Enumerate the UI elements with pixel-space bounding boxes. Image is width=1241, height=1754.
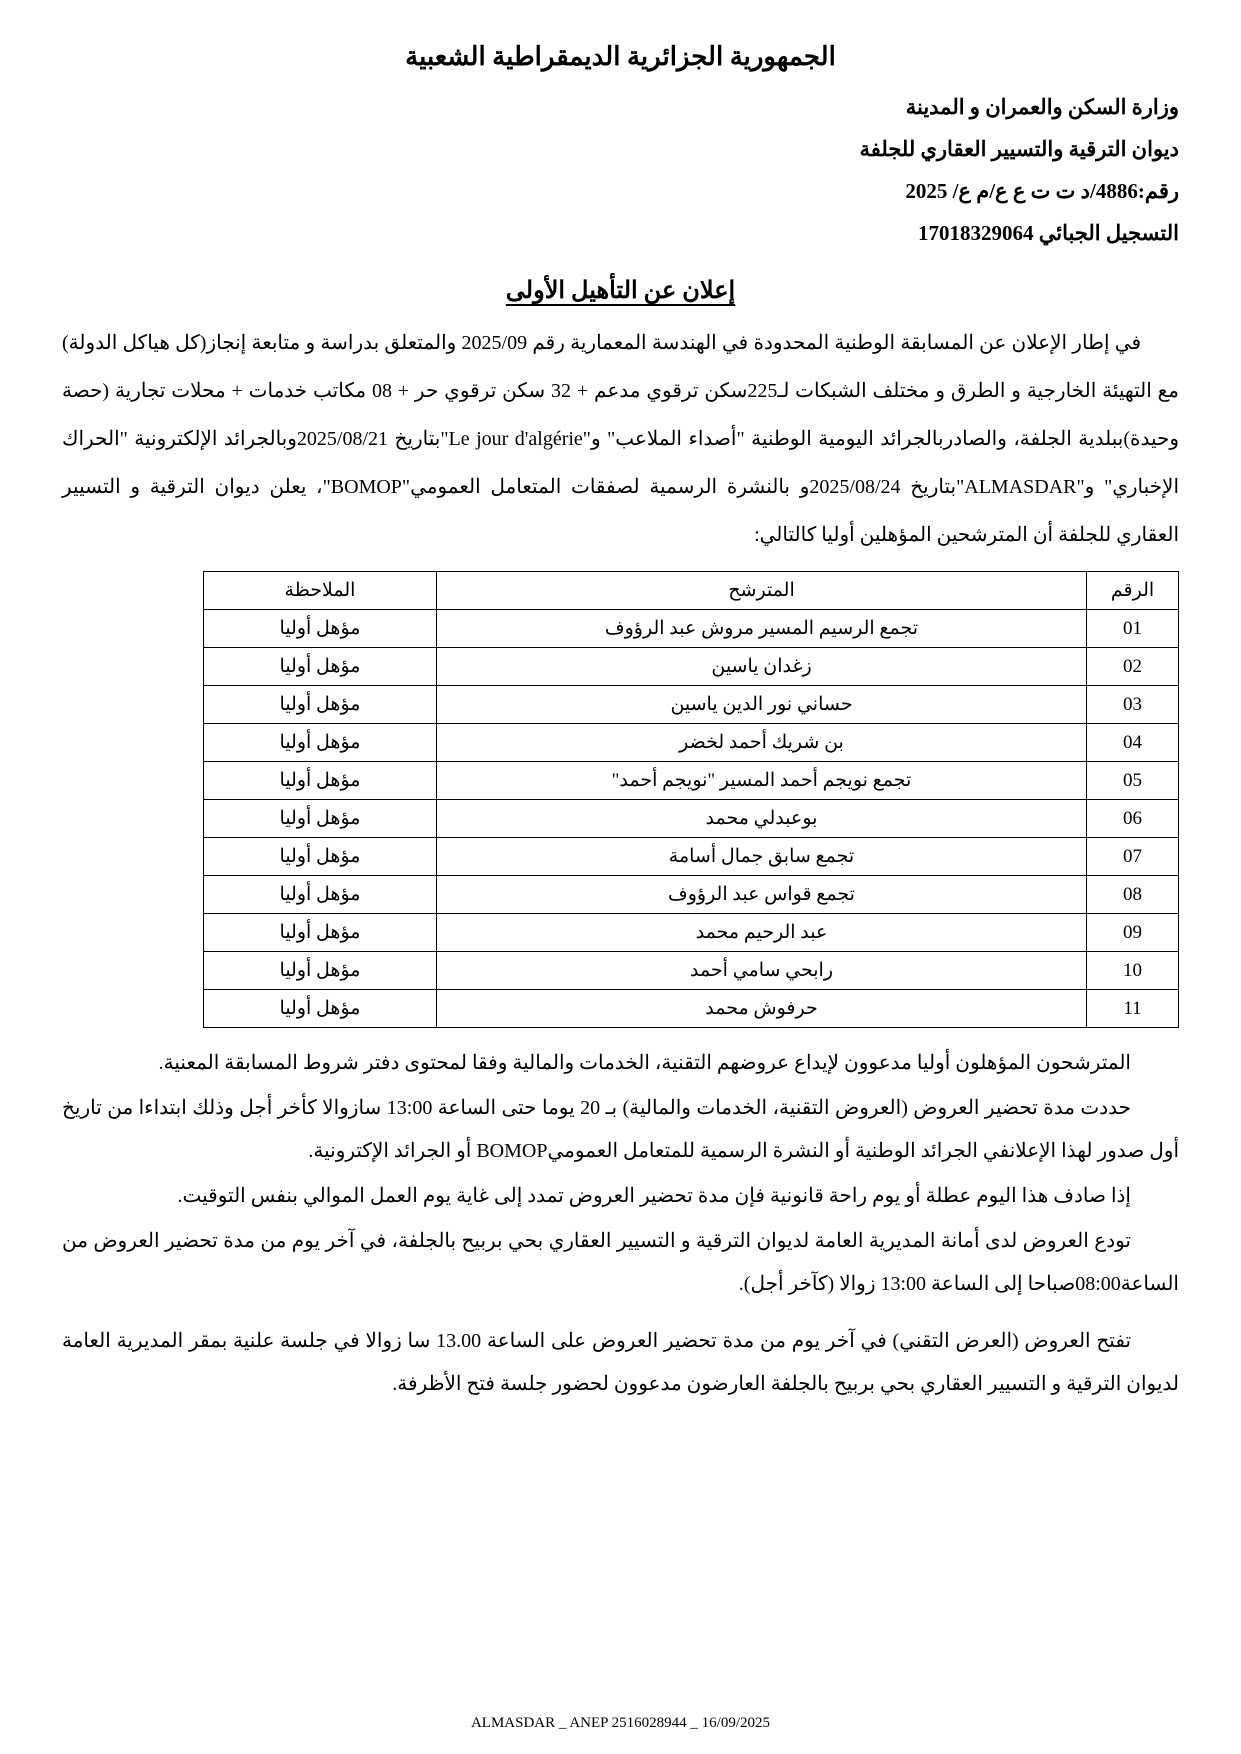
cell-note: مؤهل أوليا xyxy=(204,914,437,952)
cell-note: مؤهل أوليا xyxy=(204,724,437,762)
table-header-row xyxy=(204,572,1179,610)
cell-candidate: بوعبدلي محمد xyxy=(437,800,1087,838)
table-row xyxy=(204,914,1179,952)
republic-title: الجمهورية الجزائرية الديمقراطية الشعبية xyxy=(405,42,836,71)
cell-number: 04 xyxy=(1087,724,1179,762)
qualified-candidates-table xyxy=(203,571,1179,1028)
cell-note: مؤهل أوليا xyxy=(204,686,437,724)
ministry-line: وزارة السكن والعمران و المدينة xyxy=(905,95,1179,119)
conditions-section xyxy=(62,1042,1179,1406)
cell-note: مؤهل أوليا xyxy=(204,838,437,876)
opening-session-paragraph: تفتح العروض (العرض التقني) في آخر يوم من مدة تحضير العروض على الساعة 13.00 سا زوالا في جلسة علنية بمقر المديرية العامة لديوان الترقية و التسيير العقاري بحي بربيح بالجلفة العارضون مدعوون لحضور جلسة فتح الأظرفة. xyxy=(62,1330,1179,1395)
announcement-title: إعلان عن التأهيل الأولى xyxy=(505,278,736,304)
cell-candidate: حساني نور الدين ياسين xyxy=(437,686,1087,724)
cell-note: مؤهل أوليا xyxy=(204,952,437,990)
cell-candidate: رابحي سامي أحمد xyxy=(437,952,1087,990)
table-row xyxy=(204,990,1179,1028)
cell-note: مؤهل أوليا xyxy=(204,800,437,838)
cell-note: مؤهل أوليا xyxy=(204,648,437,686)
cell-candidate: زغدان ياسين xyxy=(437,648,1087,686)
cell-note: مؤهل أوليا xyxy=(204,610,437,648)
holiday-extension-paragraph: إذا صادف هذا اليوم عطلة أو يوم راحة قانونية فإن مدة تحضير العروض تمدد إلى غاية يوم العمل الموالي بنفس التوقيت. xyxy=(177,1185,1131,1207)
cell-number: 08 xyxy=(1087,876,1179,914)
table-row xyxy=(204,610,1179,648)
cell-number: 10 xyxy=(1087,952,1179,990)
cell-candidate: تجمع قواس عبد الرؤوف xyxy=(437,876,1087,914)
column-header-number: الرقم xyxy=(1087,572,1179,610)
footer-publication-line: ALMASDAR _ ANEP 2516028944 _ 16/09/2025 xyxy=(470,1715,771,1731)
cell-number: 11 xyxy=(1087,990,1179,1028)
table-row xyxy=(204,800,1179,838)
cell-candidate: عبد الرحيم محمد xyxy=(437,914,1087,952)
org-header-block xyxy=(62,86,1179,254)
tax-registration-line: التسجيل الجبائي 17018329064 xyxy=(918,221,1179,245)
cell-note: مؤهل أوليا xyxy=(204,876,437,914)
reference-number-line: رقم:4886/د ت ت ع ع/م ع/ 2025 xyxy=(905,179,1179,203)
submission-paragraph: تودع العروض لدى أمانة المديرية العامة لديوان الترقية و التسيير العقاري بحي بربيح بالجلفة، في آخر يوم من مدة تحضير العروض من الساعة08:00صباحا إلى الساعة 13:00 زوالا (كآخر أجل). xyxy=(62,1230,1179,1295)
cell-candidate: بن شريك أحمد لخضر xyxy=(437,724,1087,762)
table-row xyxy=(204,876,1179,914)
cell-candidate: تجمع الرسيم المسير مروش عبد الرؤوف xyxy=(437,610,1087,648)
preparation-period-paragraph: حددت مدة تحضير العروض (العروض التقنية، الخدمات والمالية) بـ 20 يوما حتى الساعة 13:00 سازوالا كأخر أجل وذلك ابتداءا من تاريخ أول صدور لهذا الإعلانفي الجرائد الوطنية أو النشرة الرسمية للمتعامل العموميBOMOP أو الجرائد الإكترونية. xyxy=(62,1097,1179,1162)
office-line: ديوان الترقية والتسيير العقاري للجلفة xyxy=(859,137,1179,161)
column-header-candidate: المترشح xyxy=(437,572,1087,610)
cell-number: 03 xyxy=(1087,686,1179,724)
table-row xyxy=(204,838,1179,876)
table-row xyxy=(204,724,1179,762)
table-row xyxy=(204,686,1179,724)
cell-number: 01 xyxy=(1087,610,1179,648)
cell-note: مؤهل أوليا xyxy=(204,990,437,1028)
cell-number: 02 xyxy=(1087,648,1179,686)
cell-number: 07 xyxy=(1087,838,1179,876)
table-row xyxy=(204,762,1179,800)
cell-note: مؤهل أوليا xyxy=(204,762,437,800)
table-row xyxy=(204,648,1179,686)
table-row xyxy=(204,952,1179,990)
cell-number: 05 xyxy=(1087,762,1179,800)
cell-candidate: حرفوش محمد xyxy=(437,990,1087,1028)
cell-candidate: تجمع سابق جمال أسامة xyxy=(437,838,1087,876)
cell-number: 06 xyxy=(1087,800,1179,838)
conditions-paragraph: المترشحون المؤهلون أوليا مدعوون لإيداع عروضهم التقنية، الخدمات والمالية وفقا لمحتوى دفتر شروط المسابقة المعنية. xyxy=(158,1052,1131,1074)
cell-candidate: تجمع نويجم أحمد المسير "نويجم أحمد" xyxy=(437,762,1087,800)
intro-paragraph: في إطار الإعلان عن المسابقة الوطنية المحدودة في الهندسة المعمارية رقم 2025/09 والمتعلق بدراسة و متابعة إنجاز(كل هياكل الدولة) مع التهيئة الخارجية و الطرق و مختلف الشبكات لـ225سكن ترقوي مدعم + 32 سكن ترقوي حر + 08 مكاتب خدمات + محلات تجارية (حصة وحيدة)ببلدية الجلفة، والصادربالجرائد اليومية الوطنية "أصداء الملاعب" و"Le jour d'algérie"بتاريخ 2025/08/21وبالجرائد الإلكترونية "الحراك الإخباري" و"ALMASDAR"بتاريخ 2025/08/24و بالنشرة الرسمية لصفقات المتعامل العمومي"BOMOP"، يعلن ديوان الترقية و التسيير العقاري للجلفة أن المترشحين المؤهلين أوليا كالتالي: xyxy=(62,332,1180,546)
cell-number: 09 xyxy=(1087,914,1179,952)
column-header-note: الملاحظة xyxy=(204,572,437,610)
